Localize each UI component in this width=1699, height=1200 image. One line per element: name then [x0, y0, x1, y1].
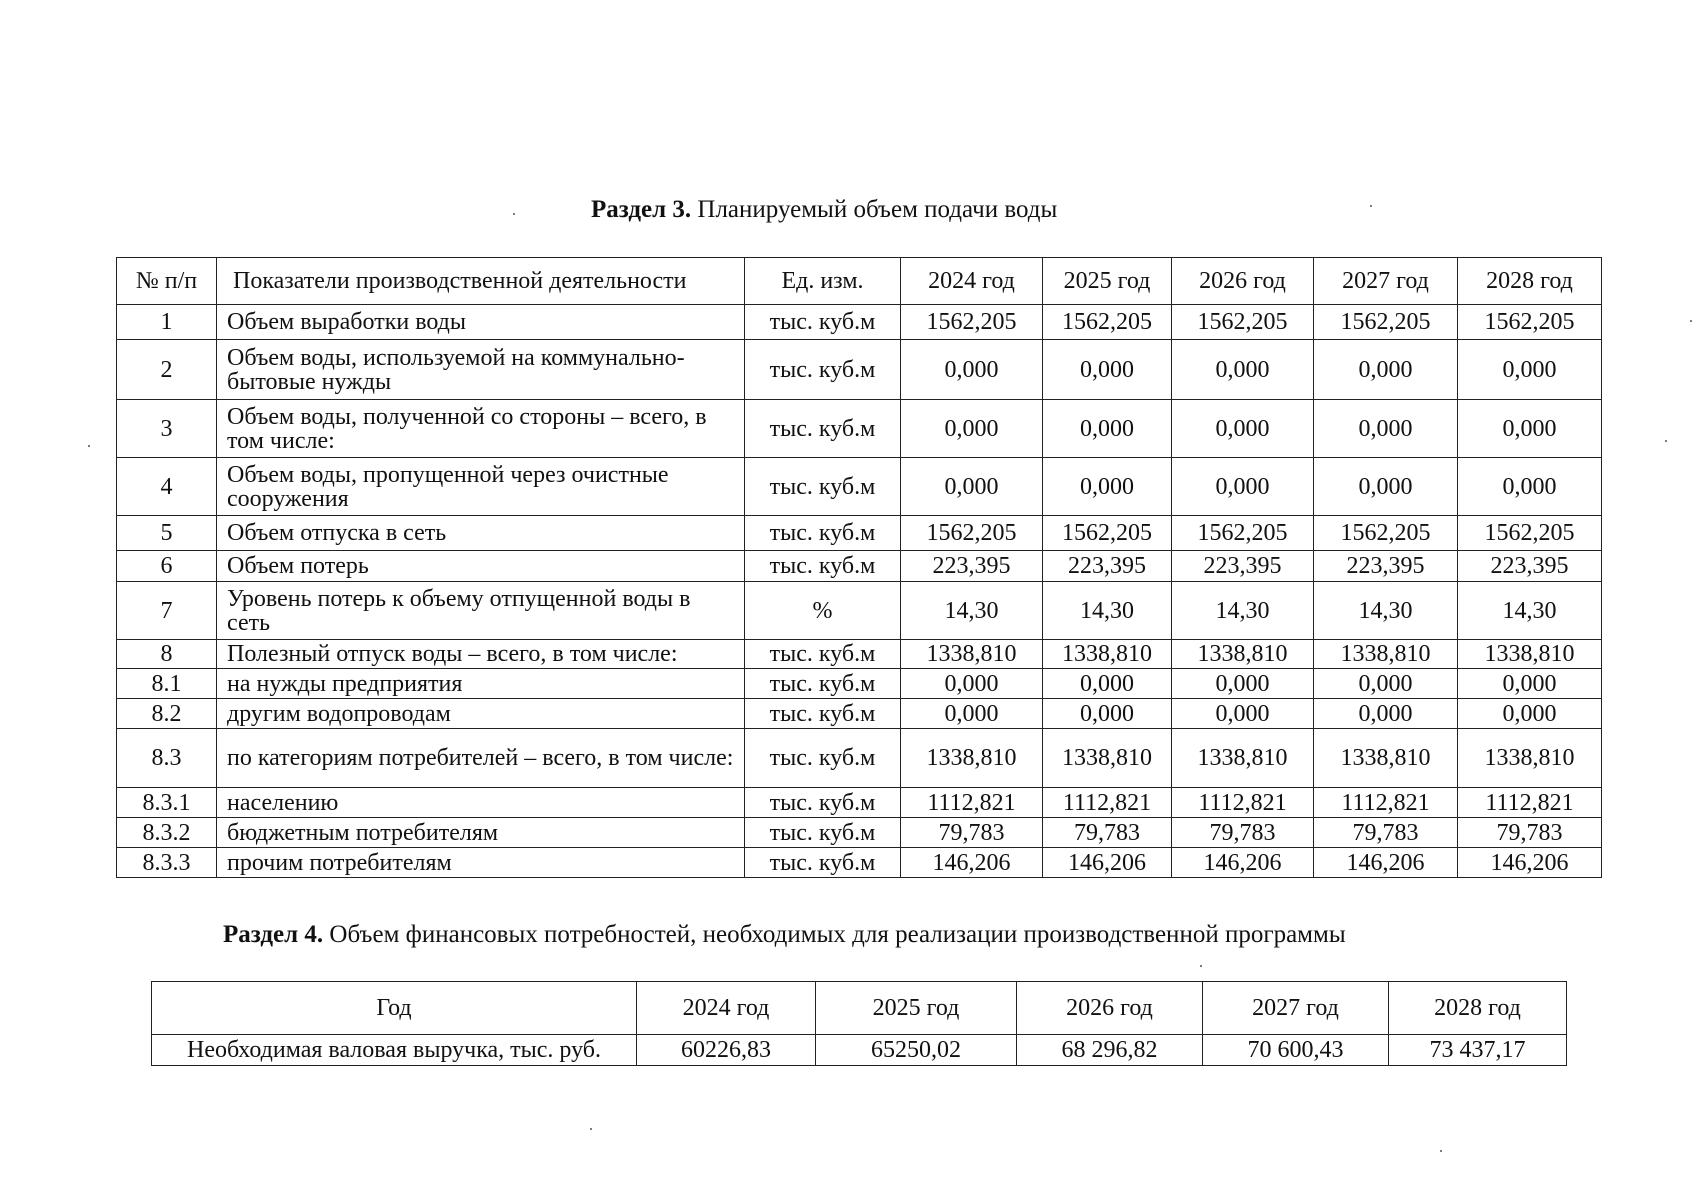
- value-cell: 0,000: [1458, 458, 1602, 516]
- scan-speck: [1665, 440, 1667, 442]
- value-cell: 0,000: [901, 669, 1043, 699]
- value-cell: 0,000: [901, 699, 1043, 729]
- unit: тыс. куб.м: [745, 640, 901, 669]
- scan-speck: [513, 213, 515, 215]
- unit: тыс. куб.м: [745, 400, 901, 458]
- table-row: [117, 818, 1602, 848]
- value-cell: 79,783: [1172, 818, 1314, 848]
- value-cell: 68 296,82: [1017, 1035, 1203, 1066]
- value-cell: 0,000: [901, 458, 1043, 516]
- table-row: [117, 305, 1602, 340]
- table-row: [117, 848, 1602, 878]
- value-cell: 0,000: [1172, 400, 1314, 458]
- indicator-name: Объем выработки воды: [217, 305, 745, 340]
- table-row: [117, 551, 1602, 582]
- column-header: 2026 год: [1017, 982, 1203, 1035]
- indicator-name: Полезный отпуск воды – всего, в том числе:: [217, 640, 745, 669]
- value-cell: 1338,810: [901, 729, 1043, 788]
- column-header: 2028 год: [1389, 982, 1567, 1035]
- financial-needs-table: [151, 981, 1567, 1066]
- value-cell: 1338,810: [1458, 729, 1602, 788]
- column-header: 2026 год: [1172, 258, 1314, 305]
- value-cell: 1338,810: [1043, 729, 1172, 788]
- column-header: 2025 год: [816, 982, 1017, 1035]
- column-header: 2027 год: [1314, 258, 1458, 305]
- table-row: [117, 400, 1602, 458]
- value-cell: 0,000: [1043, 669, 1172, 699]
- unit: тыс. куб.м: [745, 458, 901, 516]
- unit: тыс. куб.м: [745, 729, 901, 788]
- value-cell: 14,30: [1314, 582, 1458, 640]
- value-cell: 0,000: [1172, 458, 1314, 516]
- value-cell: 79,783: [1314, 818, 1458, 848]
- value-cell: 0,000: [1043, 340, 1172, 400]
- row-number: 1: [117, 305, 217, 340]
- value-cell: 0,000: [1458, 699, 1602, 729]
- indicator-name: другим водопроводам: [217, 699, 745, 729]
- value-cell: 1338,810: [1458, 640, 1602, 669]
- table-row: [117, 729, 1602, 788]
- table-row: [117, 699, 1602, 729]
- unit: тыс. куб.м: [745, 516, 901, 551]
- table-row: [117, 640, 1602, 669]
- section-3-heading: [0, 195, 1699, 225]
- value-cell: 0,000: [1314, 400, 1458, 458]
- column-header: 2027 год: [1203, 982, 1389, 1035]
- value-cell: 223,395: [1314, 551, 1458, 582]
- row-number: 6: [117, 551, 217, 582]
- value-cell: 0,000: [1458, 400, 1602, 458]
- value-cell: 1562,205: [1458, 305, 1602, 340]
- value-cell: 65250,02: [816, 1035, 1017, 1066]
- scan-speck: [88, 445, 90, 447]
- value-cell: 1338,810: [1172, 729, 1314, 788]
- unit: тыс. куб.м: [745, 340, 901, 400]
- value-cell: 1562,205: [1043, 305, 1172, 340]
- value-cell: 0,000: [901, 400, 1043, 458]
- indicator-name: населению: [217, 788, 745, 818]
- row-number: 4: [117, 458, 217, 516]
- value-cell: 0,000: [1458, 669, 1602, 699]
- indicator-name: Уровень потерь к объему отпущенной воды в сеть: [217, 582, 745, 640]
- column-header: 2024 год: [901, 258, 1043, 305]
- table-row: [152, 1035, 1567, 1066]
- indicator-name: по категориям потребителей – всего, в том числе:: [217, 729, 745, 788]
- section-4-label: Раздел 4.: [223, 921, 324, 948]
- row-number: 8.2: [117, 699, 217, 729]
- row-number: 8.3.1: [117, 788, 217, 818]
- value-cell: 0,000: [1314, 669, 1458, 699]
- indicator-name: Объем воды, пропущенной через очистные сооружения: [217, 458, 745, 516]
- value-cell: 1562,205: [1314, 516, 1458, 551]
- value-cell: 70 600,43: [1203, 1035, 1389, 1066]
- row-label: Необходимая валовая выручка, тыс. руб.: [152, 1035, 637, 1066]
- value-cell: 146,206: [901, 848, 1043, 878]
- unit: тыс. куб.м: [745, 669, 901, 699]
- table-header-row: [117, 258, 1602, 305]
- indicator-name: Объем потерь: [217, 551, 745, 582]
- row-number: 3: [117, 400, 217, 458]
- value-cell: 0,000: [1043, 458, 1172, 516]
- row-number: 8.3.3: [117, 848, 217, 878]
- row-number: 8.3.2: [117, 818, 217, 848]
- value-cell: 146,206: [1172, 848, 1314, 878]
- value-cell: 1112,821: [901, 788, 1043, 818]
- unit: тыс. куб.м: [745, 305, 901, 340]
- indicator-name: Объем воды, полученной со стороны – всего, в том числе:: [217, 400, 745, 458]
- column-header: 2025 год: [1043, 258, 1172, 305]
- water-supply-table: [116, 257, 1602, 878]
- value-cell: 223,395: [1043, 551, 1172, 582]
- unit: тыс. куб.м: [745, 848, 901, 878]
- table-row: [117, 669, 1602, 699]
- table-row: [117, 458, 1602, 516]
- value-cell: 0,000: [1172, 340, 1314, 400]
- indicator-name: на нужды предприятия: [217, 669, 745, 699]
- value-cell: 223,395: [1172, 551, 1314, 582]
- scan-speck: [1440, 1150, 1442, 1152]
- value-cell: 1562,205: [901, 516, 1043, 551]
- value-cell: 1562,205: [1314, 305, 1458, 340]
- value-cell: 0,000: [1458, 340, 1602, 400]
- column-header: 2028 год: [1458, 258, 1602, 305]
- indicator-name: Объем отпуска в сеть: [217, 516, 745, 551]
- scan-speck: [1200, 965, 1202, 967]
- value-cell: 0,000: [1314, 699, 1458, 729]
- value-cell: 0,000: [1043, 699, 1172, 729]
- section-3-title: Планируемый объем подачи воды: [697, 196, 1058, 223]
- scan-speck: [1690, 320, 1692, 322]
- value-cell: 0,000: [1043, 400, 1172, 458]
- value-cell: 146,206: [1043, 848, 1172, 878]
- value-cell: 0,000: [1172, 699, 1314, 729]
- indicator-name: бюджетным потребителям: [217, 818, 745, 848]
- indicator-name: Объем воды, используемой на коммунально-бытовые нужды: [217, 340, 745, 400]
- column-header: № п/п: [117, 258, 217, 305]
- value-cell: 1112,821: [1458, 788, 1602, 818]
- value-cell: 0,000: [1314, 340, 1458, 400]
- row-number: 8.3: [117, 729, 217, 788]
- value-cell: 79,783: [1043, 818, 1172, 848]
- value-cell: 0,000: [1314, 458, 1458, 516]
- unit: тыс. куб.м: [745, 788, 901, 818]
- value-cell: 1562,205: [1458, 516, 1602, 551]
- value-cell: 14,30: [901, 582, 1043, 640]
- value-cell: 1562,205: [1172, 305, 1314, 340]
- value-cell: 1338,810: [901, 640, 1043, 669]
- value-cell: 73 437,17: [1389, 1035, 1567, 1066]
- section-3-label: Раздел 3.: [591, 196, 692, 223]
- value-cell: 1338,810: [1172, 640, 1314, 669]
- unit: %: [745, 582, 901, 640]
- row-number: 8.1: [117, 669, 217, 699]
- column-header: Год: [152, 982, 637, 1035]
- value-cell: 79,783: [1458, 818, 1602, 848]
- row-number: 8: [117, 640, 217, 669]
- value-cell: 223,395: [1458, 551, 1602, 582]
- table-row: [117, 516, 1602, 551]
- column-header: 2024 год: [637, 982, 816, 1035]
- value-cell: 1338,810: [1043, 640, 1172, 669]
- column-header: Ед. изм.: [745, 258, 901, 305]
- table-row: [117, 340, 1602, 400]
- value-cell: 0,000: [901, 340, 1043, 400]
- unit: тыс. куб.м: [745, 551, 901, 582]
- indicator-name: прочим потребителям: [217, 848, 745, 878]
- unit: тыс. куб.м: [745, 818, 901, 848]
- value-cell: 60226,83: [637, 1035, 816, 1066]
- table-row: [117, 788, 1602, 818]
- scan-speck: [590, 1128, 592, 1130]
- value-cell: 14,30: [1043, 582, 1172, 640]
- scan-speck: [1370, 205, 1372, 207]
- value-cell: 1562,205: [901, 305, 1043, 340]
- row-number: 7: [117, 582, 217, 640]
- value-cell: 1338,810: [1314, 640, 1458, 669]
- table-row: [117, 582, 1602, 640]
- value-cell: 146,206: [1458, 848, 1602, 878]
- value-cell: 1562,205: [1172, 516, 1314, 551]
- value-cell: 1338,810: [1314, 729, 1458, 788]
- column-header: Показатели производственной деятельности: [217, 258, 745, 305]
- row-number: 2: [117, 340, 217, 400]
- value-cell: 14,30: [1458, 582, 1602, 640]
- value-cell: 1112,821: [1172, 788, 1314, 818]
- value-cell: 14,30: [1172, 582, 1314, 640]
- unit: тыс. куб.м: [745, 699, 901, 729]
- value-cell: 1562,205: [1043, 516, 1172, 551]
- table-header-row: [152, 982, 1567, 1035]
- row-number: 5: [117, 516, 217, 551]
- value-cell: 146,206: [1314, 848, 1458, 878]
- value-cell: 1112,821: [1314, 788, 1458, 818]
- section-4-heading: [0, 920, 1699, 950]
- value-cell: 223,395: [901, 551, 1043, 582]
- value-cell: 79,783: [901, 818, 1043, 848]
- value-cell: 1112,821: [1043, 788, 1172, 818]
- value-cell: 0,000: [1172, 669, 1314, 699]
- section-4-title: Объем финансовых потребностей, необходимых для реализации производственной программы: [329, 921, 1346, 948]
